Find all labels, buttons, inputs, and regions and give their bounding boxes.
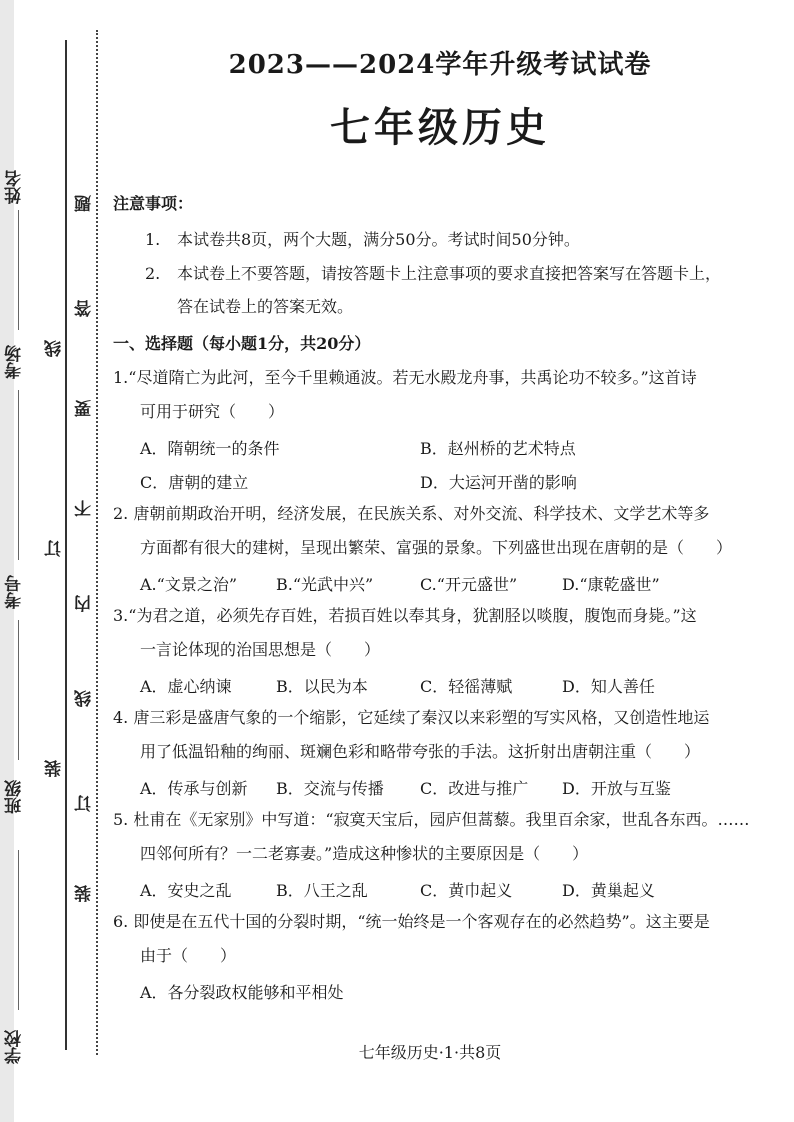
question-line: 一言论体现的治国思想是（ ） — [140, 640, 381, 659]
page-footer: 七年级历史·1·共8页 — [358, 1043, 502, 1062]
option: A．各分裂政权能够和平相处 — [140, 983, 344, 1002]
seal-char: 线 — [45, 340, 65, 357]
option: A．虚心纳谏 — [140, 677, 232, 696]
seal-char: 装 — [45, 760, 65, 777]
binding-edge — [0, 0, 14, 1122]
option: A．隋朝统一的条件 — [140, 439, 280, 458]
question-line: 6. 即使是在五代十国的分裂时期，“统一始终是一个客观存在的必然趋势”。这主要是 — [113, 912, 710, 931]
notice-heading: 注意事项： — [113, 194, 194, 213]
exam-no-field-label: 考号 — [5, 575, 25, 609]
exam-title: 2023——2024学年升级考试试卷 — [228, 50, 652, 80]
school-field-label: 学校 — [5, 1030, 25, 1064]
warning-char: 要 — [75, 400, 95, 417]
notice-text: 答在试卷上的答案无效。 — [177, 297, 354, 316]
question-line: 用了低温铅釉的绚丽、斑斓色彩和略带夸张的手法。这折射出唐朝注重（ ） — [140, 742, 701, 761]
option: A.“文景之治” — [140, 575, 238, 594]
exam-room-fill-line — [18, 390, 20, 560]
seal-char: 订 — [45, 540, 65, 557]
class-fill-line — [18, 850, 20, 1010]
name-fill-line — [18, 210, 20, 330]
option: D．大运河开凿的影响 — [420, 473, 577, 492]
option: D．黄巢起义 — [562, 881, 655, 900]
question-line: 2. 唐朝前期政治开明，经济发展，在民族关系、对外交流、科学技术、文学艺术等多 — [113, 504, 710, 523]
notice-num: 2. — [145, 264, 161, 283]
question-line: 1.“尽道隋亡为此河，至今千里赖通波。若无水殿龙舟事，共禹论功不较多。”这首诗 — [113, 368, 697, 387]
warning-char: 不 — [75, 500, 95, 517]
question-line: 方面都有很大的建树，呈现出繁荣、富强的景象。下列盛世出现在唐朝的是（ ） — [140, 538, 733, 557]
warning-char: 内 — [75, 595, 95, 612]
question-line: 由于（ ） — [140, 946, 237, 965]
warning-char: 线 — [75, 690, 95, 707]
option: B．赵州桥的艺术特点 — [420, 439, 576, 458]
subject-title: 七年级历史 — [330, 104, 550, 151]
notice-num: 1. — [145, 230, 161, 249]
option: C．改进与推广 — [420, 779, 529, 798]
option: B．八王之乱 — [276, 881, 368, 900]
question-line: 可用于研究（ ） — [140, 402, 285, 421]
option: B．以民为本 — [276, 677, 368, 696]
option: B．交流与传播 — [276, 779, 384, 798]
warning-char: 答 — [75, 300, 95, 317]
option: C．轻徭薄赋 — [420, 677, 513, 696]
option: D.“康乾盛世” — [562, 575, 660, 594]
seal-char: 装 — [75, 885, 95, 902]
option: D．开放与互鉴 — [562, 779, 671, 798]
option: D．知人善任 — [562, 677, 655, 696]
question-line: 5. 杜甫在《无家别》中写道：“寂寞天宝后，园庐但蒿藜。我里百余家，世乱各东西。…… — [113, 810, 750, 829]
notice-text: 本试卷共8页，两个大题，满分50分。考试时间50分钟。 — [177, 230, 580, 249]
exam-no-fill-line — [18, 620, 20, 760]
option: C.“开元盛世” — [420, 575, 518, 594]
question-line: 四邻何所有？一二老寡妻。”造成这种惨状的主要原因是（ ） — [140, 844, 589, 863]
option: B.“光武中兴” — [276, 575, 374, 594]
question-line: 3.“为君之道，必须先存百姓，若损百姓以奉其身，犹割胫以啖腹，腹饱而身毙。”这 — [113, 606, 697, 625]
option: C．唐朝的建立 — [140, 473, 249, 492]
class-field-label: 班级 — [5, 780, 25, 814]
notice-text: 本试卷上不要答题，请按答题卡上注意事项的要求直接把答案写在答题卡上， — [177, 264, 722, 283]
exam-room-field-label: 考场 — [5, 345, 25, 379]
section-heading: 一、选择题（每小题1分，共20分） — [113, 334, 371, 353]
option: C．黄巾起义 — [420, 881, 513, 900]
option: A．传承与创新 — [140, 779, 248, 798]
seal-char: 订 — [75, 795, 95, 812]
warning-char: 题 — [75, 195, 95, 212]
name-field-label: 姓名 — [5, 170, 25, 204]
question-line: 4. 唐三彩是盛唐气象的一个缩影，它延续了秦汉以来彩塑的写实风格，又创造性地运 — [113, 708, 710, 727]
option: A．安史之乱 — [140, 881, 232, 900]
